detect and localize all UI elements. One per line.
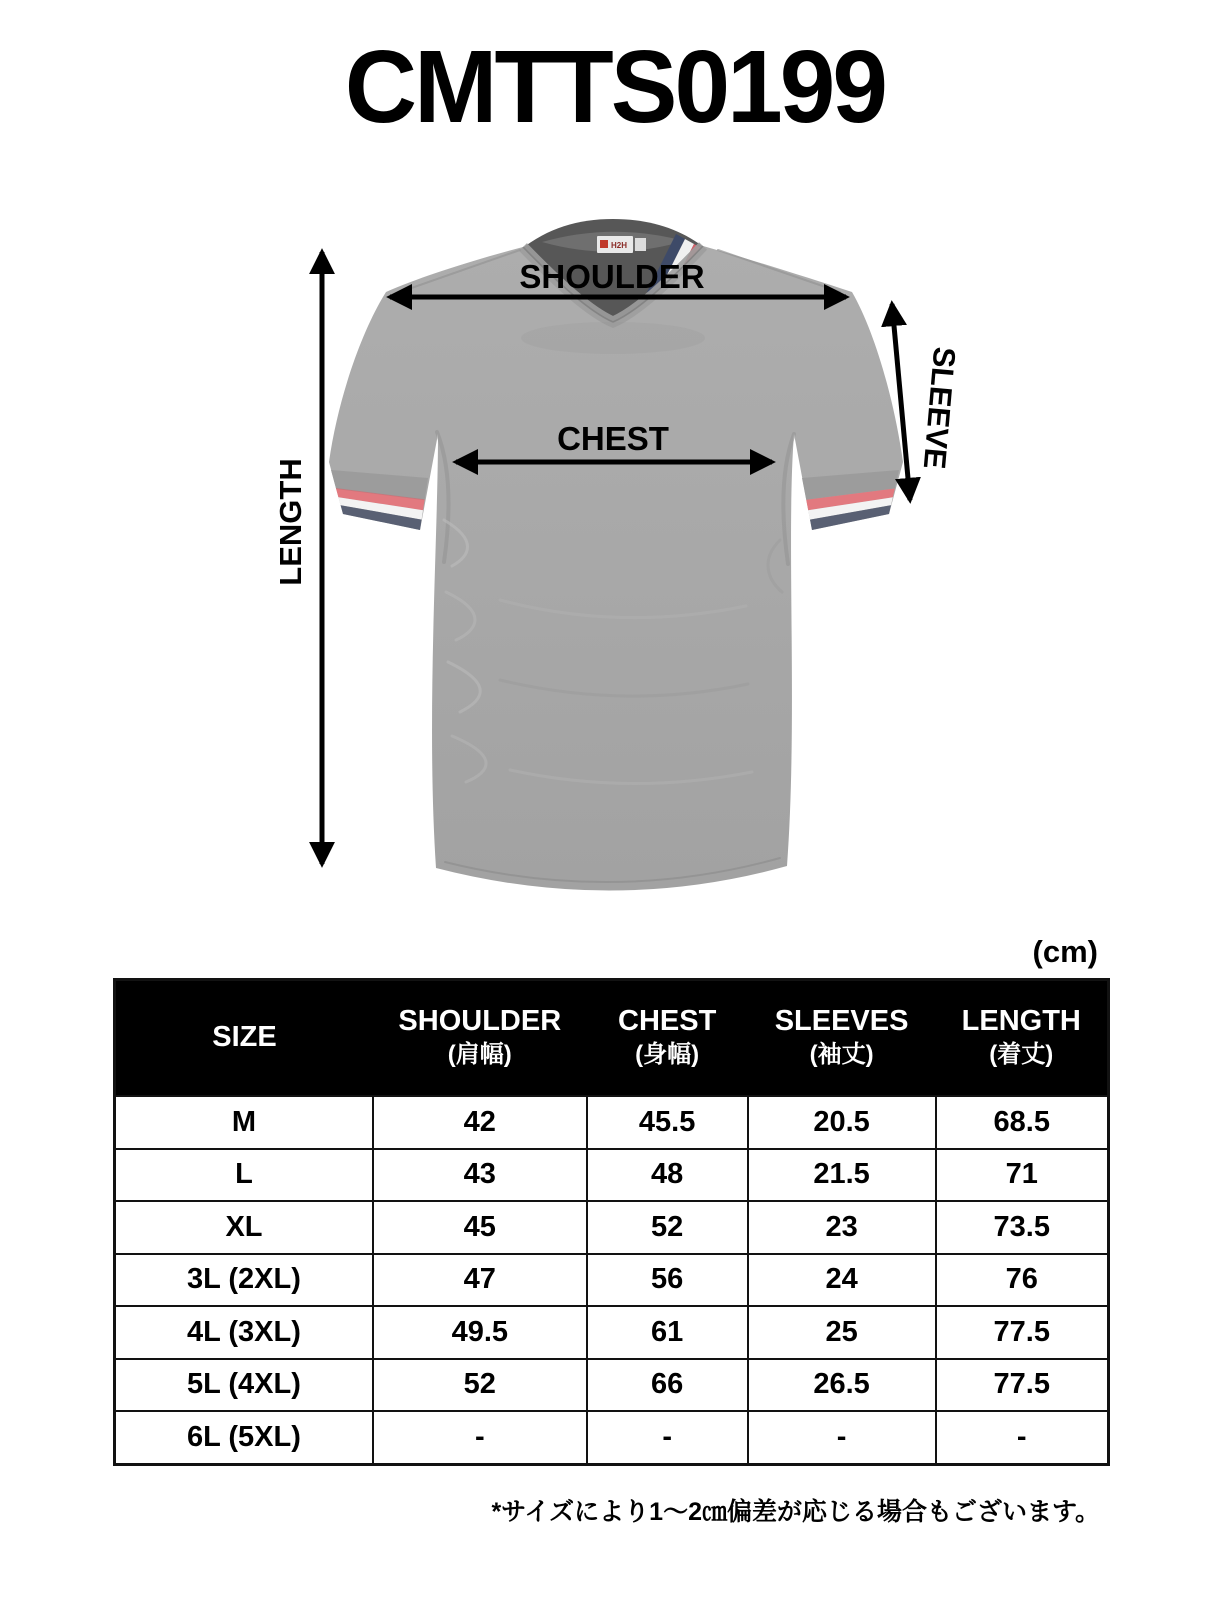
size-cell: 4L (3XL) <box>115 1306 373 1359</box>
unit-label: (cm) <box>1032 934 1098 969</box>
column-header-jp: (袖丈) <box>809 1041 874 1069</box>
chest-value-cell: 45.5 <box>587 1096 748 1149</box>
length-value-cell: - <box>936 1411 1109 1464</box>
shoulder-value-cell: - <box>373 1411 587 1464</box>
shoulder-value-cell: 52 <box>373 1359 587 1412</box>
shoulder-value-cell: 45 <box>373 1201 587 1254</box>
column-header-jp: (着丈) <box>989 1041 1054 1069</box>
column-header: LENGTH (着丈) <box>936 980 1109 1097</box>
chest-label: CHEST <box>557 420 669 457</box>
table-header-row <box>115 980 1109 1097</box>
sleeves-value-cell: - <box>748 1411 936 1464</box>
size-cell: 3L (2XL) <box>115 1254 373 1307</box>
length-value-cell: 76 <box>936 1254 1109 1307</box>
neck-care-tag <box>635 238 646 251</box>
shoulder-label: SHOULDER <box>519 258 705 295</box>
sleeves-value-cell: 26.5 <box>748 1359 936 1412</box>
sleeves-value-cell: 25 <box>748 1306 936 1359</box>
size-table <box>113 978 1110 1466</box>
size-cell: L <box>115 1149 373 1202</box>
table-row <box>115 1096 1109 1149</box>
chest-value-cell: 52 <box>587 1201 748 1254</box>
sleeves-value-cell: 20.5 <box>748 1096 936 1149</box>
column-header: CHEST (身幅) <box>587 980 748 1097</box>
column-header: SLEEVES (袖丈) <box>748 980 936 1097</box>
length-value-cell: 71 <box>936 1149 1109 1202</box>
size-cell: 5L (4XL) <box>115 1359 373 1412</box>
sleeves-value-cell: 24 <box>748 1254 936 1307</box>
tshirt-measurement-diagram <box>250 210 980 935</box>
chest-value-cell: 56 <box>587 1254 748 1307</box>
column-header-jp: (身幅) <box>635 1041 700 1069</box>
length-value-cell: 73.5 <box>936 1201 1109 1254</box>
shoulder-value-cell: 42 <box>373 1096 587 1149</box>
shoulder-value-cell: 49.5 <box>373 1306 587 1359</box>
chest-value-cell: 48 <box>587 1149 748 1202</box>
column-header: SHOULDER (肩幅) <box>373 980 587 1097</box>
right-cuff-stripes <box>802 470 899 530</box>
size-cell: M <box>115 1096 373 1149</box>
size-cell: 6L (5XL) <box>115 1411 373 1464</box>
shoulder-value-cell: 43 <box>373 1149 587 1202</box>
left-cuff-stripes <box>331 470 428 530</box>
length-label: LENGTH <box>273 458 308 586</box>
table-row <box>115 1411 1109 1464</box>
product-code-title: CMTTS0199 <box>344 29 886 144</box>
shoulder-value-cell: 47 <box>373 1254 587 1307</box>
chest-value-cell: - <box>587 1411 748 1464</box>
sleeve-label: SLEEVE <box>916 345 963 471</box>
column-header: SIZE <box>115 980 373 1097</box>
sleeves-value-cell: 21.5 <box>748 1149 936 1202</box>
neck-tag-text: H2H <box>611 241 628 250</box>
length-value-cell: 77.5 <box>936 1359 1109 1412</box>
size-cell: XL <box>115 1201 373 1254</box>
size-tolerance-footnote: *サイズにより1～2㎝偏差が応じる場合もございます。 <box>491 1498 1100 1526</box>
column-header-jp: (肩幅) <box>447 1041 512 1069</box>
chest-value-cell: 66 <box>587 1359 748 1412</box>
table-row <box>115 1306 1109 1359</box>
table-row <box>115 1359 1109 1412</box>
sleeves-value-cell: 23 <box>748 1201 936 1254</box>
chest-value-cell: 61 <box>587 1306 748 1359</box>
length-value-cell: 77.5 <box>936 1306 1109 1359</box>
table-row <box>115 1254 1109 1307</box>
length-value-cell: 68.5 <box>936 1096 1109 1149</box>
table-row <box>115 1149 1109 1202</box>
table-row <box>115 1201 1109 1254</box>
